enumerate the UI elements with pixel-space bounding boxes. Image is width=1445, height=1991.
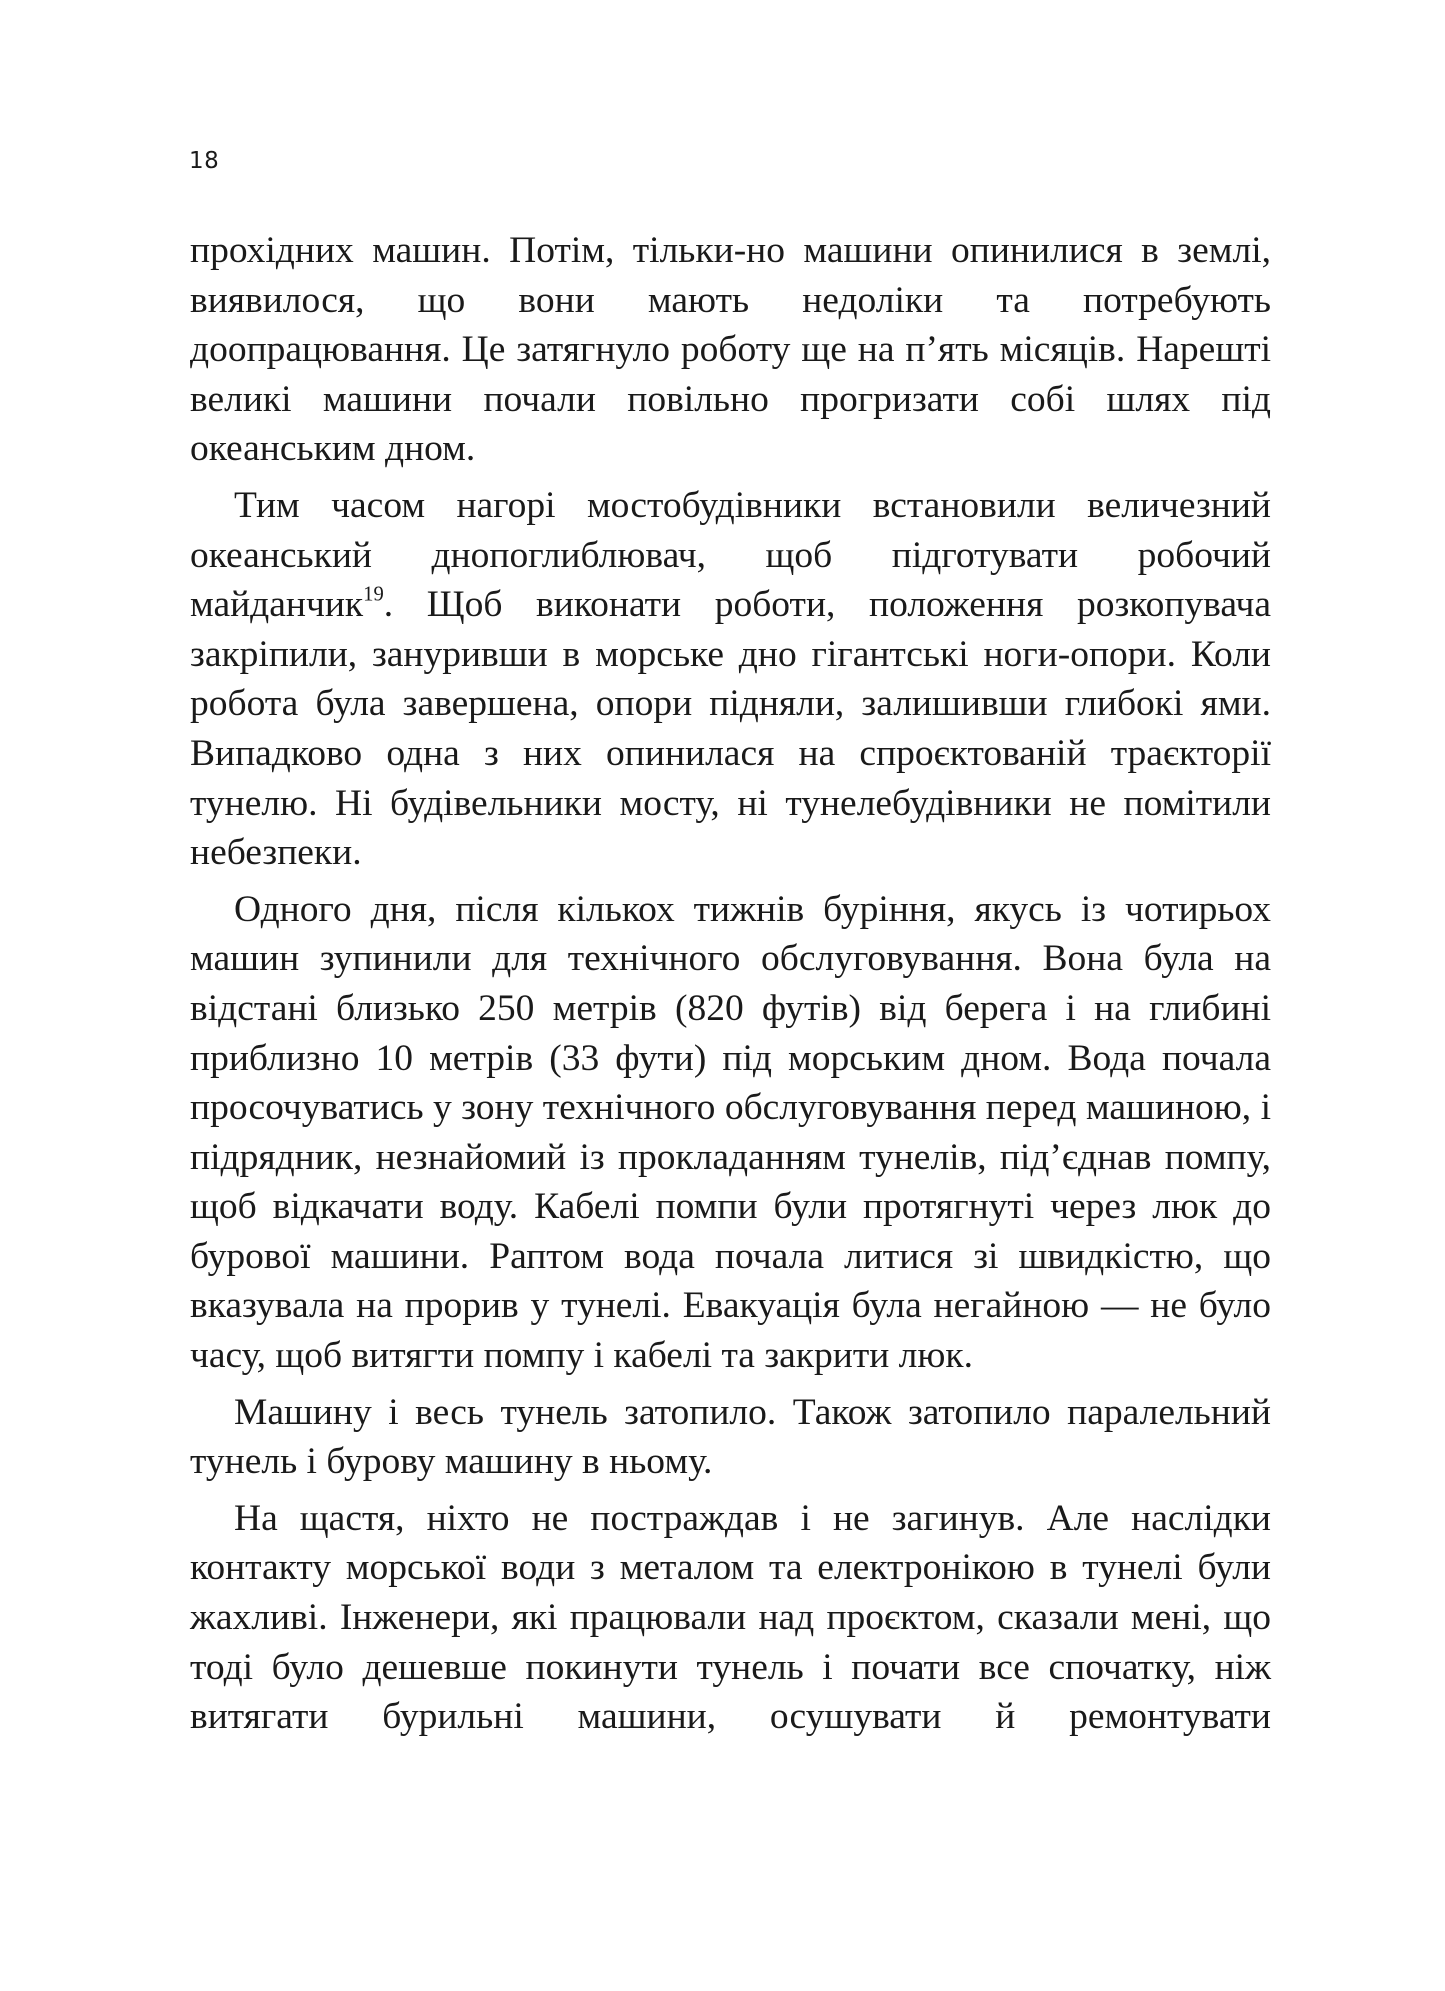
- paragraph-2-text-before-note: Тим часом нагорі мостобудівники встановили величезний океанський днопоглиблювач, щоб підготувати робочий майданчик: [190, 484, 1271, 626]
- footnote-reference: 19: [363, 583, 384, 606]
- paragraph-2-text-after-note: . Щоб виконати роботи, положення розкопувача закріпили, зануривши в морське дно гігантські ноги-опори. Коли робота була завершена, опори підняли, залишивши глибокі ями. Випадково одна з них опинилася на спроєктованій траєкторії тунелю. Ні будівельники мосту, ні тунелебудівники не помітили небезпеки.: [190, 584, 1271, 874]
- paragraph-1: прохідних машин. Потім, тільки-но машини опинилися в землі, виявилося, що вони мають недоліки та потребують доопрацювання. Це затягнуло роботу ще на п’ять місяців. Нарешті великі машини почали повільно прогризати собі шлях під океанським дном.: [190, 230, 1271, 470]
- paragraph-4: Машину і весь тунель затопило. Також затопило паралельний тунель і бурову машину в ньому.: [190, 1391, 1271, 1483]
- page-number: 18: [189, 148, 220, 174]
- body-text: [190, 226, 1271, 1749]
- paragraph-3: Одного дня, після кількох тижнів буріння, якусь із чотирьох машин зупинили для технічного обслуговування. Вона була на відстані близько 250 метрів (820 футів) від берега і на глибині приблизно 10 метрів (33 фути) під морським дном. Вода почала просочуватись у зону технічного обслуговування перед машиною, і підрядник, незнайомий із прокладанням тунелів, під’єднав помпу, щоб відкачати воду. Кабелі помпи були протягнуті через люк до бурової машини. Раптом вода почала литися зі швидкістю, що вказувала на прорив у тунелі. Евакуація була негайною — не було часу, щоб витягти помпу і кабелі та закрити люк.: [190, 888, 1271, 1377]
- paragraph-2: [190, 481, 1271, 878]
- paragraph-5: На щастя, ніхто не постраждав і не загинув. Але наслідки контакту морської води з металом та електронікою в тунелі були жахливі. Інженери, які працювали над проєктом, сказали мені, що тоді було дешевше покинути тунель і почати все спочатку, ніж витягати бурильні машини, осушувати й ремонтувати: [190, 1497, 1271, 1738]
